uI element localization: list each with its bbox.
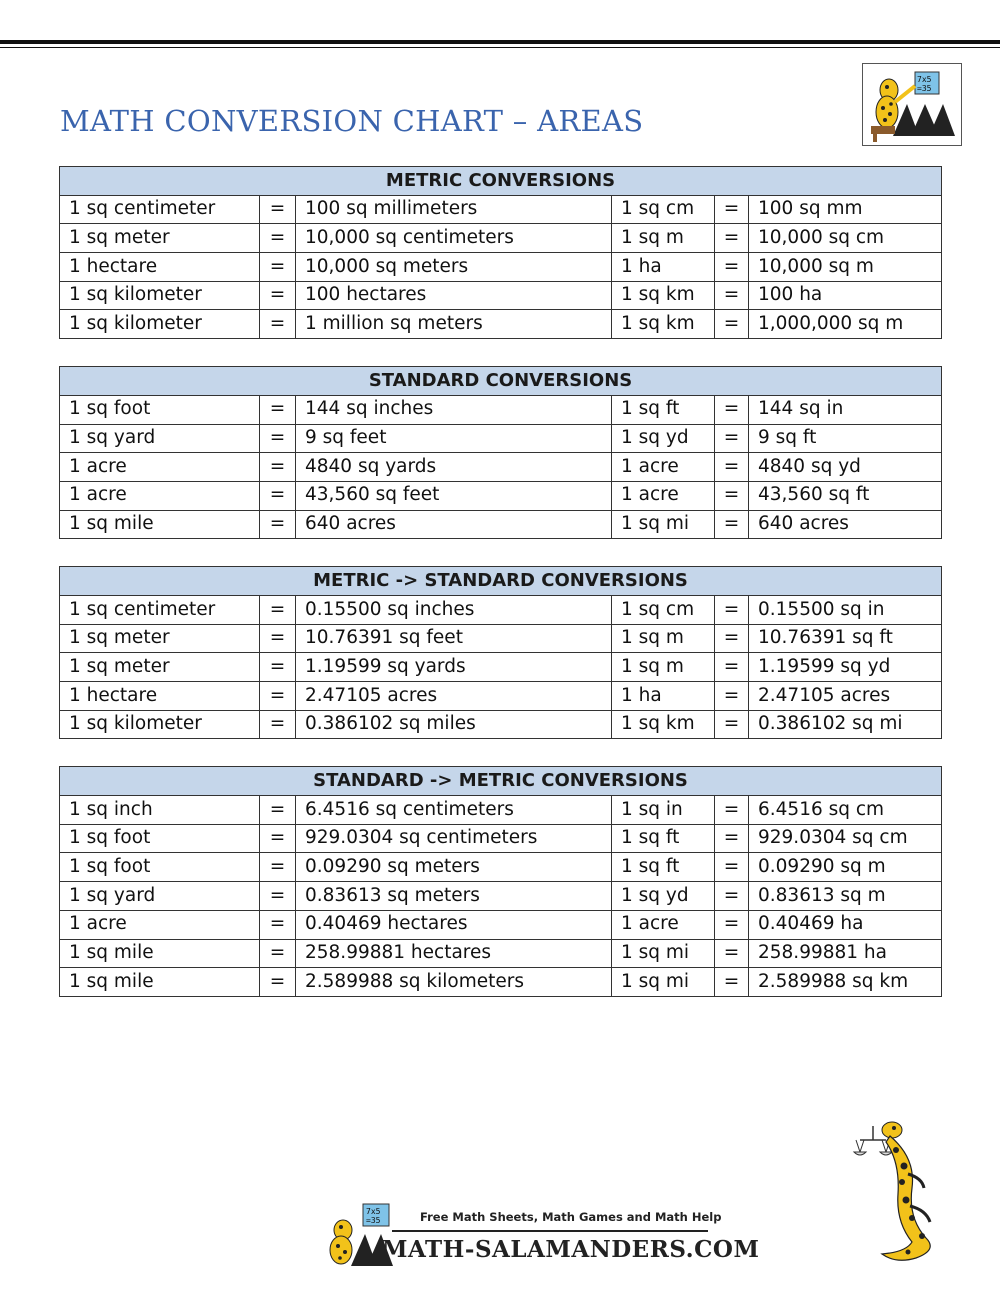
unit-abbr: 1 sq ft: [612, 824, 715, 853]
equals-sign: =: [715, 968, 749, 997]
unit-value-abbr: 6.4516 sq cm: [749, 796, 942, 825]
equals-sign: =: [715, 882, 749, 911]
equals-sign: =: [260, 853, 296, 882]
unit-name: 1 sq foot: [60, 395, 260, 424]
unit-value-abbr: 0.40469 ha: [749, 910, 942, 939]
unit-name: 1 sq kilometer: [60, 310, 260, 339]
unit-abbr: 1 sq km: [612, 310, 715, 339]
unit-value-abbr: 2.47105 acres: [749, 682, 942, 711]
unit-abbr: 1 sq m: [612, 224, 715, 253]
unit-abbr: 1 acre: [612, 453, 715, 482]
unit-value-abbr: 100 ha: [749, 281, 942, 310]
unit-abbr: 1 acre: [612, 481, 715, 510]
unit-abbr: 1 sq ft: [612, 853, 715, 882]
equals-sign: =: [260, 310, 296, 339]
unit-abbr: 1 sq mi: [612, 939, 715, 968]
unit-value: 929.0304 sq centimeters: [296, 824, 612, 853]
unit-value: 0.09290 sq meters: [296, 853, 612, 882]
unit-name: 1 acre: [60, 453, 260, 482]
equals-sign: =: [715, 824, 749, 853]
unit-value-abbr: 0.15500 sq in: [749, 595, 942, 624]
unit-value-abbr: 640 acres: [749, 510, 942, 539]
equals-sign: =: [715, 910, 749, 939]
equals-sign: =: [715, 510, 749, 539]
unit-value-abbr: 0.386102 sq mi: [749, 710, 942, 739]
unit-value: 144 sq inches: [296, 395, 612, 424]
table-row: [60, 653, 942, 682]
equals-sign: =: [260, 195, 296, 224]
unit-value-abbr: 4840 sq yd: [749, 453, 942, 482]
unit-abbr: 1 ha: [612, 682, 715, 711]
unit-value-abbr: 0.83613 sq m: [749, 882, 942, 911]
equals-sign: =: [715, 853, 749, 882]
equals-sign: =: [260, 510, 296, 539]
equals-sign: =: [260, 281, 296, 310]
equals-sign: =: [715, 195, 749, 224]
section-heading: METRIC CONVERSIONS: [60, 167, 942, 196]
unit-abbr: 1 sq yd: [612, 882, 715, 911]
unit-abbr: 1 sq km: [612, 710, 715, 739]
metric-to-standard-table: [59, 566, 942, 739]
unit-value-abbr: 10,000 sq m: [749, 253, 942, 282]
svg-text:=35: =35: [917, 84, 932, 93]
unit-abbr: 1 sq cm: [612, 195, 715, 224]
table-row: [60, 481, 942, 510]
table-row: [60, 395, 942, 424]
table-row: [60, 710, 942, 739]
unit-abbr: 1 sq m: [612, 653, 715, 682]
svg-text:7x5: 7x5: [366, 1207, 381, 1216]
unit-name: 1 sq yard: [60, 882, 260, 911]
table-row: [60, 224, 942, 253]
equals-sign: =: [715, 253, 749, 282]
unit-name: 1 sq mile: [60, 939, 260, 968]
equals-sign: =: [260, 939, 296, 968]
top-rule-thin: [0, 47, 1000, 48]
svg-text:=35: =35: [366, 1216, 381, 1225]
table-row: [60, 253, 942, 282]
equals-sign: =: [715, 224, 749, 253]
unit-value: 0.15500 sq inches: [296, 595, 612, 624]
table-row: [60, 910, 942, 939]
equals-sign: =: [260, 624, 296, 653]
section-heading: STANDARD CONVERSIONS: [60, 367, 942, 396]
unit-name: 1 sq mile: [60, 510, 260, 539]
unit-abbr: 1 sq km: [612, 281, 715, 310]
unit-name: 1 acre: [60, 910, 260, 939]
unit-abbr: 1 sq mi: [612, 968, 715, 997]
unit-abbr: 1 sq yd: [612, 424, 715, 453]
equals-sign: =: [715, 281, 749, 310]
unit-value: 100 sq millimeters: [296, 195, 612, 224]
unit-name: 1 sq foot: [60, 853, 260, 882]
equals-sign: =: [715, 653, 749, 682]
unit-abbr: 1 sq cm: [612, 595, 715, 624]
unit-name: 1 sq centimeter: [60, 195, 260, 224]
equals-sign: =: [715, 710, 749, 739]
unit-name: 1 sq kilometer: [60, 710, 260, 739]
logo-board-text: 7x5: [917, 75, 932, 84]
equals-sign: =: [715, 682, 749, 711]
equals-sign: =: [260, 653, 296, 682]
equals-sign: =: [715, 424, 749, 453]
equals-sign: =: [715, 310, 749, 339]
salamander-scales-icon: [846, 1118, 946, 1268]
equals-sign: =: [260, 910, 296, 939]
unit-name: 1 acre: [60, 481, 260, 510]
unit-value: 258.99881 hectares: [296, 939, 612, 968]
table-row: [60, 195, 942, 224]
equals-sign: =: [260, 395, 296, 424]
unit-name: 1 sq meter: [60, 653, 260, 682]
table-row: [60, 939, 942, 968]
equals-sign: =: [715, 796, 749, 825]
table-row: [60, 824, 942, 853]
equals-sign: =: [260, 682, 296, 711]
table-row: [60, 424, 942, 453]
footer-tagline: Free Math Sheets, Math Games and Math Help: [420, 1210, 722, 1224]
header-logo: [862, 63, 962, 146]
unit-value: 10,000 sq centimeters: [296, 224, 612, 253]
unit-value-abbr: 10,000 sq cm: [749, 224, 942, 253]
table-row: [60, 968, 942, 997]
unit-value: 0.40469 hectares: [296, 910, 612, 939]
unit-value: 640 acres: [296, 510, 612, 539]
table-row: [60, 595, 942, 624]
unit-value: 100 hectares: [296, 281, 612, 310]
table-row: [60, 882, 942, 911]
unit-name: 1 sq kilometer: [60, 281, 260, 310]
conversion-tables: [59, 166, 941, 1024]
metric-conversions-table: [59, 166, 942, 339]
unit-abbr: 1 sq ft: [612, 395, 715, 424]
equals-sign: =: [260, 710, 296, 739]
equals-sign: =: [260, 882, 296, 911]
equals-sign: =: [715, 624, 749, 653]
standard-conversions-table: [59, 366, 942, 539]
unit-name: 1 hectare: [60, 682, 260, 711]
table-row: [60, 453, 942, 482]
unit-abbr: 1 sq mi: [612, 510, 715, 539]
unit-name: 1 sq foot: [60, 824, 260, 853]
unit-value: 9 sq feet: [296, 424, 612, 453]
unit-name: 1 sq yard: [60, 424, 260, 453]
top-rule: [0, 40, 1000, 44]
equals-sign: =: [715, 453, 749, 482]
table-row: [60, 310, 942, 339]
unit-value: 10,000 sq meters: [296, 253, 612, 282]
equals-sign: =: [260, 424, 296, 453]
unit-value-abbr: 144 sq in: [749, 395, 942, 424]
equals-sign: =: [260, 253, 296, 282]
unit-value: 6.4516 sq centimeters: [296, 796, 612, 825]
footer-divider: [392, 1230, 708, 1232]
unit-value-abbr: 43,560 sq ft: [749, 481, 942, 510]
section-heading: METRIC -> STANDARD CONVERSIONS: [60, 567, 942, 596]
equals-sign: =: [715, 595, 749, 624]
equals-sign: =: [715, 939, 749, 968]
unit-name: 1 sq meter: [60, 224, 260, 253]
page-title: MATH CONVERSION CHART – AREAS: [60, 104, 644, 138]
unit-value-abbr: 1,000,000 sq m: [749, 310, 942, 339]
salamander-teacher-logo-icon: [863, 64, 961, 145]
equals-sign: =: [260, 481, 296, 510]
unit-value: 1 million sq meters: [296, 310, 612, 339]
unit-value: 2.47105 acres: [296, 682, 612, 711]
equals-sign: =: [260, 595, 296, 624]
unit-value: 43,560 sq feet: [296, 481, 612, 510]
section-heading: STANDARD -> METRIC CONVERSIONS: [60, 767, 942, 796]
unit-value-abbr: 258.99881 ha: [749, 939, 942, 968]
unit-name: 1 sq mile: [60, 968, 260, 997]
unit-value: 1.19599 sq yards: [296, 653, 612, 682]
table-row: [60, 853, 942, 882]
table-row: [60, 281, 942, 310]
unit-value-abbr: 0.09290 sq m: [749, 853, 942, 882]
equals-sign: =: [260, 453, 296, 482]
equals-sign: =: [715, 395, 749, 424]
unit-abbr: 1 sq in: [612, 796, 715, 825]
unit-value: 0.386102 sq miles: [296, 710, 612, 739]
unit-value: 10.76391 sq feet: [296, 624, 612, 653]
unit-name: 1 hectare: [60, 253, 260, 282]
table-row: [60, 682, 942, 711]
unit-abbr: 1 acre: [612, 910, 715, 939]
equals-sign: =: [260, 824, 296, 853]
equals-sign: =: [715, 481, 749, 510]
table-row: [60, 624, 942, 653]
unit-value: 0.83613 sq meters: [296, 882, 612, 911]
unit-name: 1 sq meter: [60, 624, 260, 653]
unit-name: 1 sq centimeter: [60, 595, 260, 624]
unit-value: 2.589988 sq kilometers: [296, 968, 612, 997]
unit-name: 1 sq inch: [60, 796, 260, 825]
unit-value-abbr: 10.76391 sq ft: [749, 624, 942, 653]
unit-value-abbr: 100 sq mm: [749, 195, 942, 224]
equals-sign: =: [260, 796, 296, 825]
footer-site-name[interactable]: MATH-SALAMANDERS.COM: [382, 1236, 760, 1263]
standard-to-metric-table: [59, 766, 942, 997]
unit-value-abbr: 2.589988 sq km: [749, 968, 942, 997]
unit-abbr: 1 ha: [612, 253, 715, 282]
table-row: [60, 796, 942, 825]
unit-value: 4840 sq yards: [296, 453, 612, 482]
unit-value-abbr: 1.19599 sq yd: [749, 653, 942, 682]
equals-sign: =: [260, 224, 296, 253]
unit-value-abbr: 929.0304 sq cm: [749, 824, 942, 853]
table-row: [60, 510, 942, 539]
unit-value-abbr: 9 sq ft: [749, 424, 942, 453]
unit-abbr: 1 sq m: [612, 624, 715, 653]
equals-sign: =: [260, 968, 296, 997]
